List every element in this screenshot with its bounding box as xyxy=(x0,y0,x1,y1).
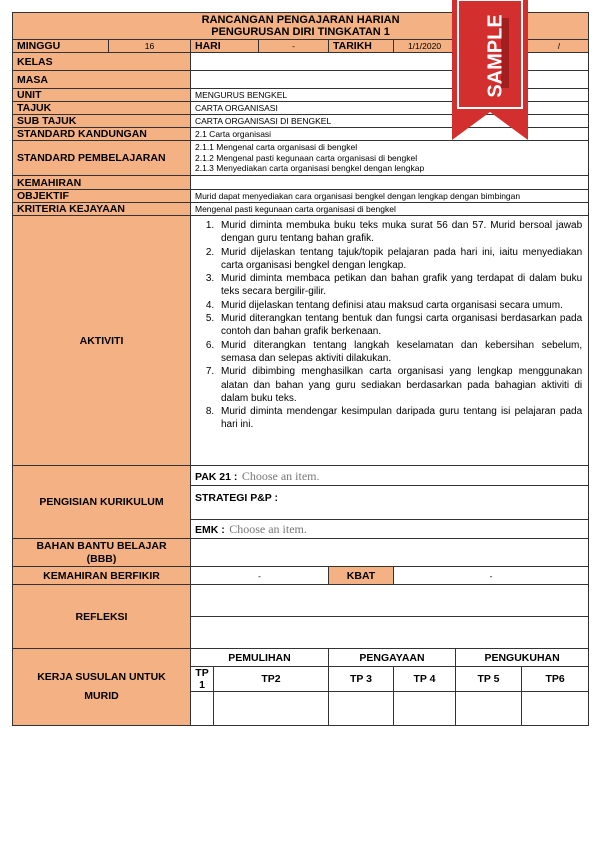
tajuk-value: CARTA ORGANISASI xyxy=(191,102,589,115)
kemahiran-berfikir-value: - xyxy=(191,567,329,585)
unit-value: MENGURUS BENGKEL xyxy=(191,89,589,102)
tp4-cell[interactable] xyxy=(394,692,456,726)
aktiviti-item: 2. Murid dijelaskan tentang tajuk/topik pelajaran pada hari ini, iaitu menyediakan carta organisasi bengkel dengan lengkap. xyxy=(217,246,582,273)
kerja-susulan-label xyxy=(13,649,191,726)
bbb-label-line-1: BAHAN BANTU BELAJAR xyxy=(36,539,167,552)
kemahiran-berfikir-label: KEMAHIRAN BERFIKIR xyxy=(13,567,191,585)
tp1-cell[interactable] xyxy=(191,692,214,726)
refleksi-line-1[interactable] xyxy=(191,585,589,617)
kemahiran-value[interactable] xyxy=(191,176,589,190)
pengisian-kurikulum-label: PENGISIAN KURIKULUM xyxy=(13,466,191,539)
emk-label: EMK : xyxy=(195,524,225,536)
aktiviti-item: 4. Murid dijelaskan tentang definisi atau maksud carta organisasi secara umum. xyxy=(217,299,582,312)
aktiviti-item: 7. Murid dibimbing menghasilkan carta organisasi yang lengkap menggunakan alatan dan bahan yang guru sediakan berdasarkan pada bahagian aktiviti di dalam buku teks. xyxy=(217,365,582,405)
hari-label: HARI xyxy=(191,40,259,53)
tp5-cell[interactable] xyxy=(456,692,522,726)
aktiviti-content xyxy=(191,216,589,466)
strategi-label: STRATEGI P&P : xyxy=(195,492,279,504)
aktiviti-label: AKTIVITI xyxy=(13,216,191,466)
kelas-label: KELAS xyxy=(13,53,191,71)
strategi-row[interactable] xyxy=(191,486,589,520)
bbb-value[interactable] xyxy=(191,539,589,567)
title-line-2: PENGURUSAN DIRI TINGKATAN 1 xyxy=(211,26,390,38)
objektif-label: OBJEKTIF xyxy=(13,190,191,203)
tp4-header: TP 4 xyxy=(394,667,456,692)
tp3-cell[interactable] xyxy=(329,692,394,726)
bbb-label-line-2: (BBB) xyxy=(86,552,117,565)
aktiviti-item: 8. Murid diminta mendengar kesimpulan daripada guru tentang isi pelajaran pada hari ini. xyxy=(217,405,582,432)
standard-pembelajaran-value xyxy=(191,141,589,176)
tarikh-value: 1/1/2020 xyxy=(394,40,456,53)
sp-item: 2.1.3 Menyediakan carta organisasi bengkel dengan lengkap xyxy=(195,163,425,174)
aktiviti-item: 6. Murid diterangkan tentang langkah keselamatan dan kebersihan sebelum, semasa dan selepas aktiviti dilakukan. xyxy=(217,339,582,366)
aktiviti-list xyxy=(195,219,582,432)
title-line-1: RANCANGAN PENGAJARAN HARIAN xyxy=(201,14,400,26)
aktiviti-item: 1. Murid diminta membuka buku teks muka surat 56 dan 57. Murid bersoal jawab dengan guru tentang bahan grafik. xyxy=(217,219,582,246)
minggu-label: MINGGU xyxy=(13,40,109,53)
kelas-value[interactable] xyxy=(191,53,589,71)
kriteria-label: KRITERIA KEJAYAAN xyxy=(13,203,191,216)
tarikh-label: TARIKH xyxy=(329,40,394,53)
kbat-value: - xyxy=(394,567,589,585)
tp3-header: TP 3 xyxy=(329,667,394,692)
pemulihan-header: PEMULIHAN xyxy=(191,649,329,667)
aktiviti-item: 3. Murid diminta membaca petikan dan bahan grafik yang terdapat di dalam buku teks secara bergilir-gilir. xyxy=(217,272,582,299)
bbb-label xyxy=(13,539,191,567)
pengayaan-header: PENGAYAAN xyxy=(329,649,456,667)
tarikh-slash: / xyxy=(456,40,589,53)
pak21-label: PAK 21 : xyxy=(195,470,238,483)
tp5-header: TP 5 xyxy=(456,667,522,692)
tp2-cell[interactable] xyxy=(214,692,329,726)
tp6-cell[interactable] xyxy=(522,692,589,726)
kbat-label: KBAT xyxy=(329,567,394,585)
kriteria-value: Mengenal pasti kegunaan carta organisasi di bengkel xyxy=(191,203,589,216)
tajuk-label: TAJUK xyxy=(13,102,191,115)
masa-label: MASA xyxy=(13,71,191,89)
pak21-dropdown[interactable]: Choose an item. xyxy=(241,468,320,483)
minggu-value: 16 xyxy=(109,40,191,53)
refleksi-line-2[interactable] xyxy=(191,617,589,649)
emk-dropdown[interactable]: Choose an item. xyxy=(229,522,307,536)
pengukuhan-header: PENGUKUHAN xyxy=(456,649,589,667)
kemahiran-label: KEMAHIRAN xyxy=(13,176,191,190)
kerja-susulan-line-2: MURID xyxy=(84,690,119,702)
objektif-value: Murid dapat menyediakan cara organisasi bengkel dengan lengkap dengan bimbingan xyxy=(191,190,589,203)
standard-kandungan-label: STANDARD KANDUNGAN xyxy=(13,128,191,141)
subtajuk-label: SUB TAJUK xyxy=(13,115,191,128)
sp-item: 2.1.2 Mengenal pasti kegunaan carta organisasi di bengkel xyxy=(195,152,418,163)
tp2-header: TP2 xyxy=(214,667,329,692)
masa-value[interactable] xyxy=(191,71,589,89)
standard-pembelajaran-label: STANDARD PEMBELAJARAN xyxy=(13,141,191,176)
unit-label: UNIT xyxy=(13,89,191,102)
watermark-text: SAMPLE xyxy=(484,14,507,98)
tp6-header: TP6 xyxy=(522,667,589,692)
refleksi-label: REFLEKSI xyxy=(13,585,191,649)
sample-watermark-ribbon xyxy=(452,0,528,140)
sp-item: 2.1.1 Mengenal carta organisasi di bengkel xyxy=(195,142,358,153)
kerja-susulan-line-1: KERJA SUSULAN UNTUK xyxy=(37,671,166,683)
emk-row xyxy=(191,520,589,539)
aktiviti-item: 5. Murid diterangkan tentang bentuk dan fungsi carta organisasi berdasarkan pada contoh dan bahan grafik berkenaan. xyxy=(217,312,582,339)
hari-value: - xyxy=(259,40,329,53)
standard-kandungan-value: 2.1 Carta organisasi xyxy=(191,128,589,141)
tp1-header: TP 1 xyxy=(191,667,214,692)
subtajuk-value: CARTA ORGANISASI DI BENGKEL xyxy=(191,115,589,128)
pak21-row xyxy=(191,466,589,486)
